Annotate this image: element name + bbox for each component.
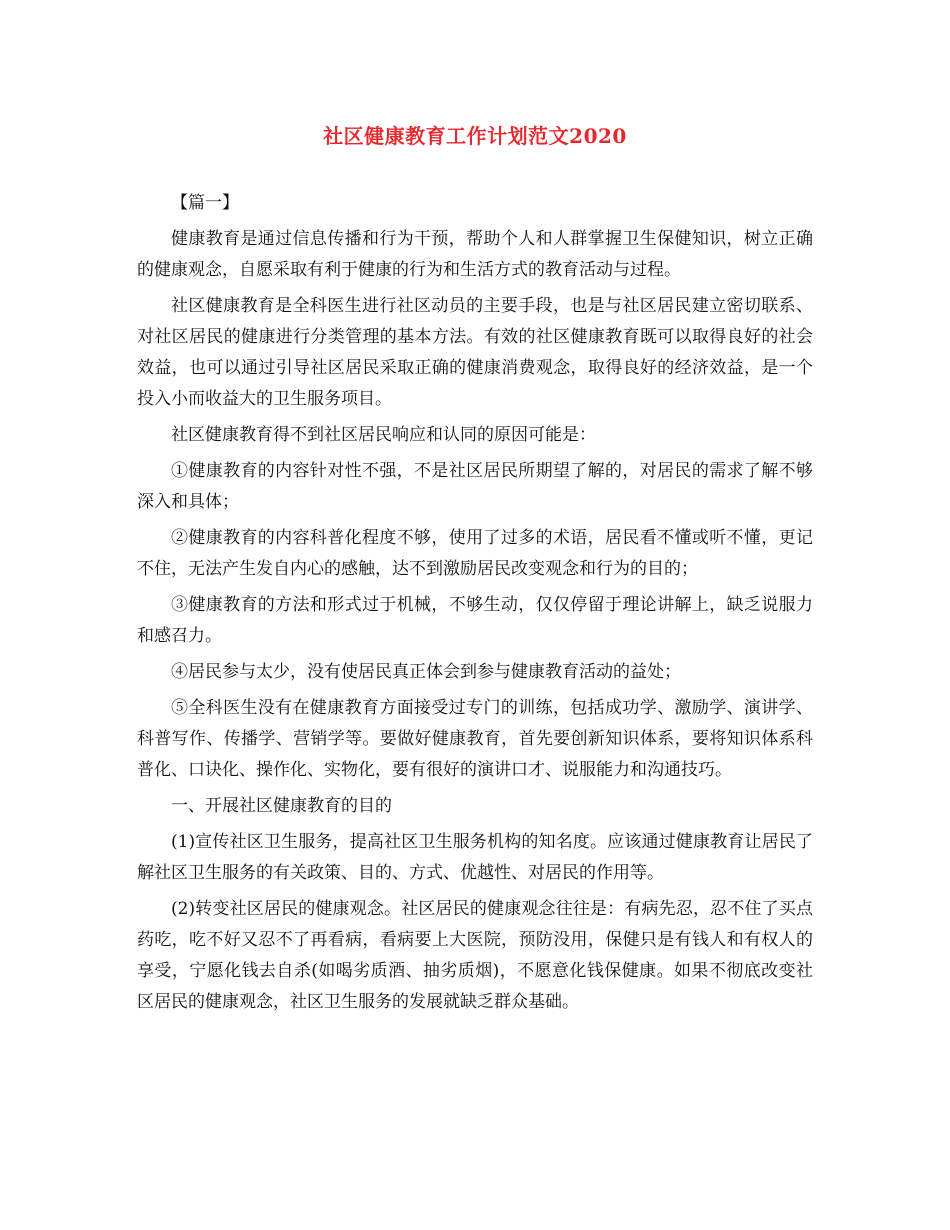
paragraph-purpose-1: (1)宣传社区卫生服务，提高社区卫生服务机构的知名度。应该通过健康教育让居民了解社区卫生服务的有关政策、目的、方式、优越性、对居民的作用等。 [137, 832, 813, 883]
paragraph-purpose-2: (2)转变社区居民的健康观念。社区居民的健康观念往往是：有病先忍，忍不住了买点药吃，吃不好又忍不了再看病，看病要上大医院，预防没用，保健只是有钱人和有权人的享受，宁愿化钱去自杀(如喝劣质酒、抽劣质烟)，不愿意化钱保健康。如果不彻底改变社区居民的健康观念，社区卫生服务的发展就缺乏群众基础。 [137, 899, 813, 1012]
paragraph-community-education: 社区健康教育是全科医生进行社区动员的主要手段，也是与社区居民建立密切联系、对社区居民的健康进行分类管理的基本方法。有效的社区健康教育既可以取得良好的社会效益，也可以通过引导社区居民采取正确的健康消费观念，取得良好的经济效益，是一个投入小而收益大的卫生服务项目。 [137, 296, 813, 409]
paragraph-intro: 健康教育是通过信息传播和行为干预，帮助个人和人群掌握卫生保健知识，树立正确的健康观念，自愿采取有利于健康的行为和生活方式的教育活动与过程。 [137, 229, 813, 280]
page-title: 社区健康教育工作计划范文2020 [323, 124, 627, 148]
section-label: 【篇一】 [171, 193, 239, 213]
paragraph-reason-1: ①健康教育的内容针对性不强，不是社区居民所期望了解的，对居民的需求了解不够深入和具体； [137, 461, 813, 512]
paragraph-reason-2: ②健康教育的内容科普化程度不够，使用了过多的术语，居民看不懂或听不懂，更记不住，无法产生发自内心的感触，达不到激励居民改变观念和行为的目的； [137, 528, 813, 579]
paragraph-reason-5: ⑤全科医生没有在健康教育方面接受过专门的训练，包括成功学、激励学、演讲学、科普写作、传播学、营销学等。要做好健康教育，首先要创新知识体系，要将知识体系科普化、口诀化、操作化、实物化，要有很好的演讲口才、说服能力和沟通技巧。 [137, 698, 813, 780]
paragraph-reason-4: ④居民参与太少，没有使居民真正体会到参与健康教育活动的益处； [171, 662, 681, 682]
document-body [137, 188, 813, 1023]
paragraph-reasons-lead: 社区健康教育得不到社区居民响应和认同的原因可能是： [171, 425, 596, 445]
section-heading-purpose: 一、开展社区健康教育的目的 [171, 796, 392, 816]
paragraph-reason-3: ③健康教育的方法和形式过于机械，不够生动，仅仅停留于理论讲解上，缺乏说服力和感召力。 [137, 595, 813, 646]
